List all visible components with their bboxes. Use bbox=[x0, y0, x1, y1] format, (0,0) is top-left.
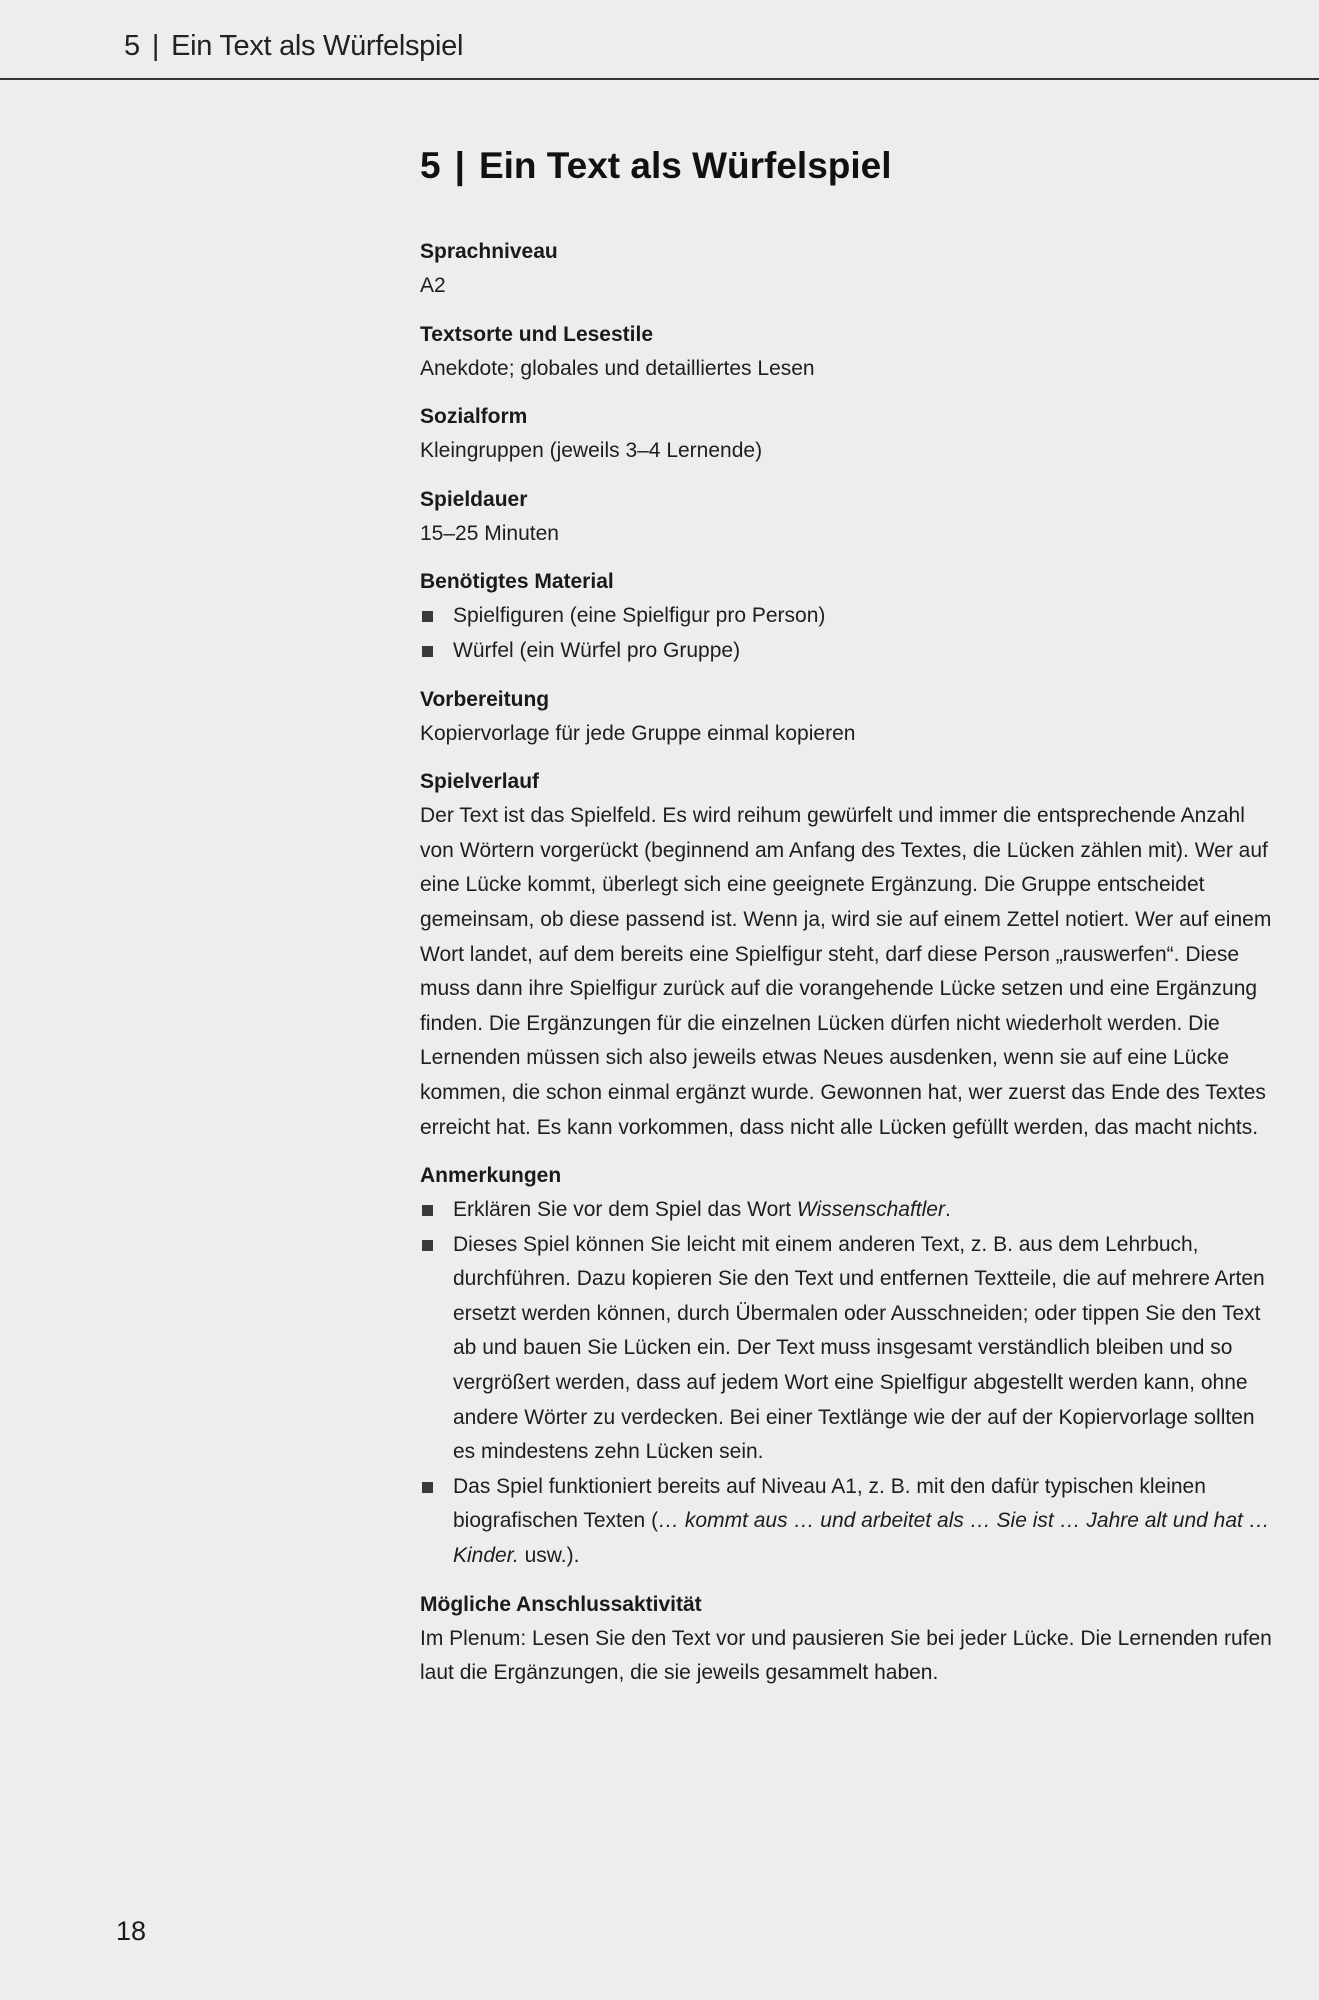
list-item-italic: … kommt aus … und arbeitet als … Sie ist … Jahre alt und hat … Kinder. bbox=[453, 1509, 1270, 1568]
list-item-text: Erklären Sie vor dem Spiel das Wort bbox=[453, 1198, 797, 1222]
section-label: Sozialform bbox=[420, 405, 528, 429]
list-item bbox=[420, 1470, 1280, 1574]
square-bullet-icon bbox=[422, 1482, 433, 1493]
material-list bbox=[420, 599, 1280, 668]
section-sprachniveau bbox=[420, 235, 1280, 304]
square-bullet-icon bbox=[422, 611, 433, 622]
section-vorbereitung bbox=[420, 683, 1280, 752]
section-text: A2 bbox=[420, 274, 446, 297]
list-item-end: usw.). bbox=[518, 1544, 580, 1568]
list-item-end: . bbox=[944, 1198, 951, 1222]
list-item bbox=[420, 1228, 1280, 1470]
title-number: 5 bbox=[420, 145, 441, 186]
header-separator: | bbox=[151, 30, 160, 62]
section-material bbox=[420, 565, 1280, 668]
section-sozialform bbox=[420, 400, 1280, 469]
page-number: 18 bbox=[116, 1916, 147, 1946]
section-text: Im Plenum: Lesen Sie den Text vor und pausieren Sie bei jeder Lücke. Die Lernenden rufen laut die Ergänzungen, die sie jeweils gesammelt haben. bbox=[420, 1626, 1272, 1685]
section-label: Spieldauer bbox=[420, 487, 528, 511]
square-bullet-icon bbox=[422, 1205, 433, 1216]
list-item-text: Dieses Spiel können Sie leicht mit einem anderen Text, z. B. aus dem Lehrbuch, durchführen. Dazu kopieren Sie den Text und entfernen Textteile, die auf mehrere Arten ersetzt werden können, durch Übermalen oder Ausschneiden; oder tippen Sie den Text ab und bauen Sie Lücken ein. Der Text muss insgesamt verständlich bleiben und so vergrößert werden, dass auf jedem Wort eine Spielfigur abgestellt werden kann, ohne andere Wörter zu verdecken. Bei einer Textlänge wie der auf der Kopiervorlage sollten es mindestens zehn Lücken sein. bbox=[453, 1232, 1265, 1464]
section-label: Spielverlauf bbox=[420, 770, 540, 794]
list-item bbox=[420, 634, 1280, 669]
list-item-text: Spielfiguren (eine Spielfigur pro Person) bbox=[453, 604, 826, 628]
section-anschluss bbox=[420, 1588, 1280, 1691]
square-bullet-icon bbox=[422, 646, 433, 657]
section-label: Benötigtes Material bbox=[420, 570, 614, 594]
section-label: Anmerkungen bbox=[420, 1164, 562, 1188]
list-item-italic: Wissenschaftler bbox=[796, 1198, 945, 1222]
main-content bbox=[420, 145, 1280, 1705]
title-separator: | bbox=[454, 145, 465, 186]
section-text: Der Text ist das Spielfeld. Es wird reihum gewürfelt und immer die entsprechende Anzahl von Wörtern vorgerückt (beginnend am Anfang des Textes, die Lücken zählen mit). Wer auf eine Lücke kommt, überlegt sich eine geeignete Ergänzung. Die Gruppe entscheidet gemeinsam, ob diese passend ist. Wenn ja, wird sie auf einem Zettel notiert. Wer auf einem Wort landet, auf dem bereits eine Spielfigur steht, darf diese Person „rauswerfen“. Diese muss dann ihre Spielfigur zurück auf die vorangehende Lücke setzen und eine Ergänzung finden. Die Ergänzungen für die einzelnen Lücken dürfen nicht wiederholt werden. Die Lernenden müssen sich also jeweils etwas Neues ausdenken, wenn sie auf eine Lücke kommen, die schon einmal ergänzt wurde. Gewonnen hat, wer zuerst das Ende des Textes erreicht hat. Es kann vorkommen, dass nicht alle Lücken gefüllt werden, das macht nichts. bbox=[420, 804, 1272, 1139]
section-textsorte bbox=[420, 318, 1280, 387]
section-text: Kopiervorlage für jede Gruppe einmal kopieren bbox=[420, 721, 856, 745]
anmerkungen-list bbox=[420, 1193, 1280, 1574]
section-text: Anekdote; globales und detailliertes Lesen bbox=[420, 356, 815, 380]
section-label: Vorbereitung bbox=[420, 687, 550, 711]
section-spielverlauf bbox=[420, 765, 1280, 1145]
header-chapter-title: Ein Text als Würfelspiel bbox=[171, 30, 464, 62]
running-header bbox=[124, 30, 463, 63]
section-text: Kleingruppen (jeweils 3–4 Lernende) bbox=[420, 439, 763, 463]
section-label: Mögliche Anschlussaktivität bbox=[420, 1592, 702, 1616]
page-title bbox=[420, 145, 1280, 187]
section-text: 15–25 Minuten bbox=[420, 521, 559, 545]
list-item bbox=[420, 1193, 1280, 1228]
list-item bbox=[420, 599, 1280, 634]
header-chapter-number: 5 bbox=[124, 30, 140, 62]
title-text: Ein Text als Würfelspiel bbox=[478, 145, 892, 186]
list-item-text: Das Spiel funktioniert bereits auf Niveau A1, z. B. mit den dafür typischen kleinen biografischen Texten ( bbox=[453, 1474, 1206, 1533]
header-rule bbox=[0, 78, 1319, 80]
square-bullet-icon bbox=[422, 1240, 433, 1251]
list-item-text: Würfel (ein Würfel pro Gruppe) bbox=[453, 638, 741, 662]
section-label: Textsorte und Lesestile bbox=[420, 322, 654, 346]
section-anmerkungen bbox=[420, 1159, 1280, 1574]
section-label: Sprachniveau bbox=[420, 240, 558, 263]
section-spieldauer bbox=[420, 483, 1280, 552]
